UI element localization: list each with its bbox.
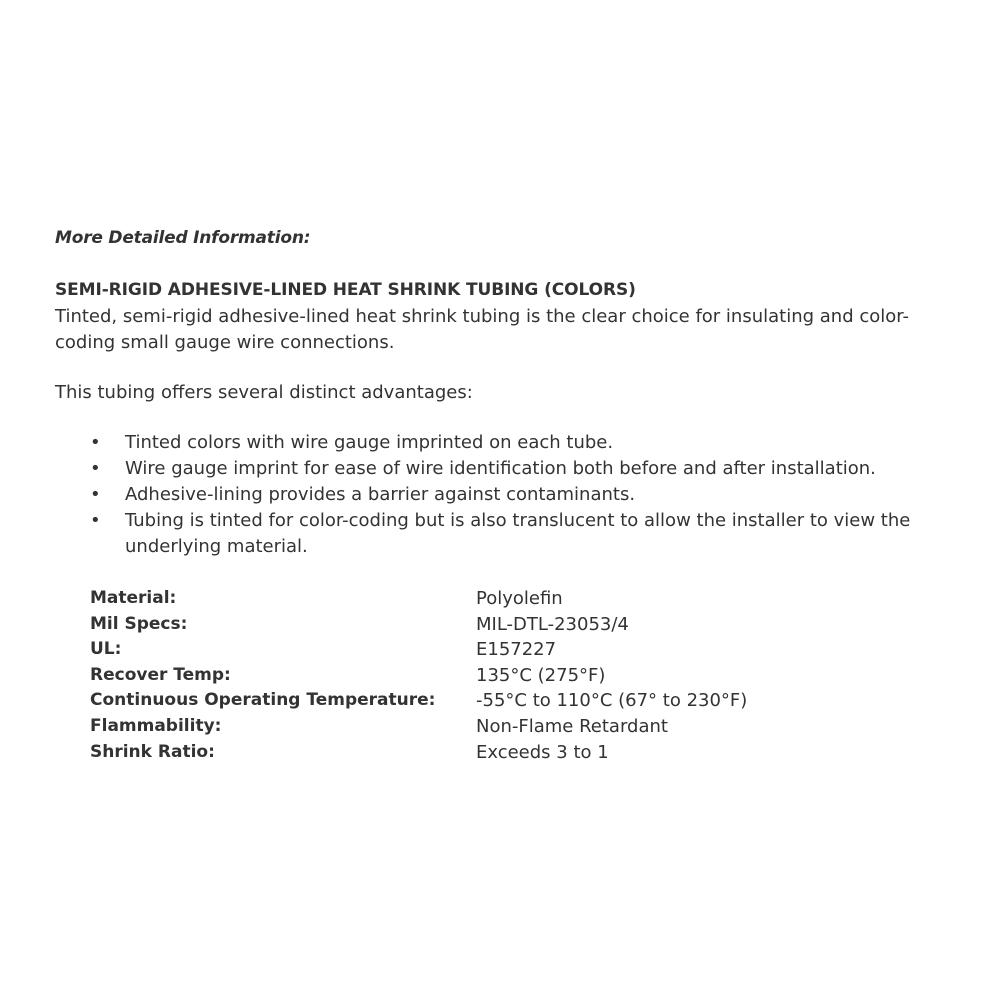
spec-row [90, 663, 890, 689]
spec-row [90, 740, 890, 766]
advantage-text: Tubing is tinted for color-coding but is also translucent to allow the installer to view the underlying material. [125, 510, 911, 557]
bullet-icon: • [90, 432, 101, 453]
specs-table [90, 586, 890, 765]
advantage-text: Tinted colors with wire gauge imprinted on each tube. [125, 432, 614, 453]
advantages-list [90, 430, 960, 560]
spec-label: Recover Temp: [90, 664, 231, 685]
spec-value: MIL-DTL-23053/4 [476, 613, 629, 635]
product-title: SEMI-RIGID ADHESIVE-LINED HEAT SHRINK TUBING (COLORS) [55, 280, 636, 300]
spec-row [90, 586, 890, 612]
product-details [55, 226, 955, 765]
spec-value: -55°C to 110°C (67° to 230°F) [476, 690, 748, 712]
bullet-icon: • [90, 510, 101, 531]
bullet-icon: • [90, 484, 101, 505]
list-item [90, 482, 960, 508]
spec-label: UL: [90, 639, 122, 660]
advantage-text: Wire gauge imprint for ease of wire identification both before and after installation. [125, 458, 876, 479]
spec-label: Shrink Ratio: [90, 741, 215, 762]
spec-label: Flammability: [90, 715, 222, 736]
spec-row [90, 688, 890, 714]
spec-value: Exceeds 3 to 1 [476, 741, 609, 763]
list-item [90, 430, 960, 456]
spec-value: Non-Flame Retardant [476, 715, 668, 737]
advantages-lead: This tubing offers several distinct advantages: [55, 382, 473, 403]
spec-value: 135°C (275°F) [476, 664, 606, 686]
spec-row [90, 637, 890, 663]
product-description: Tinted, semi-rigid adhesive-lined heat shrink tubing is the clear choice for insulating and color-coding small gauge wire connections. [55, 306, 910, 353]
spec-label: Continuous Operating Temperature: [90, 690, 436, 711]
spec-row [90, 714, 890, 740]
spec-value: Polyolefin [476, 588, 563, 609]
advantage-text: Adhesive-lining provides a barrier against contaminants. [125, 484, 636, 505]
list-item [90, 456, 960, 482]
spec-label: Material: [90, 588, 177, 608]
spec-value: E157227 [476, 639, 557, 661]
spec-row [90, 612, 890, 638]
list-item [90, 508, 960, 560]
bullet-icon: • [90, 458, 101, 479]
intro-heading: More Detailed Information: [55, 228, 311, 248]
spec-label: Mil Specs: [90, 613, 188, 634]
